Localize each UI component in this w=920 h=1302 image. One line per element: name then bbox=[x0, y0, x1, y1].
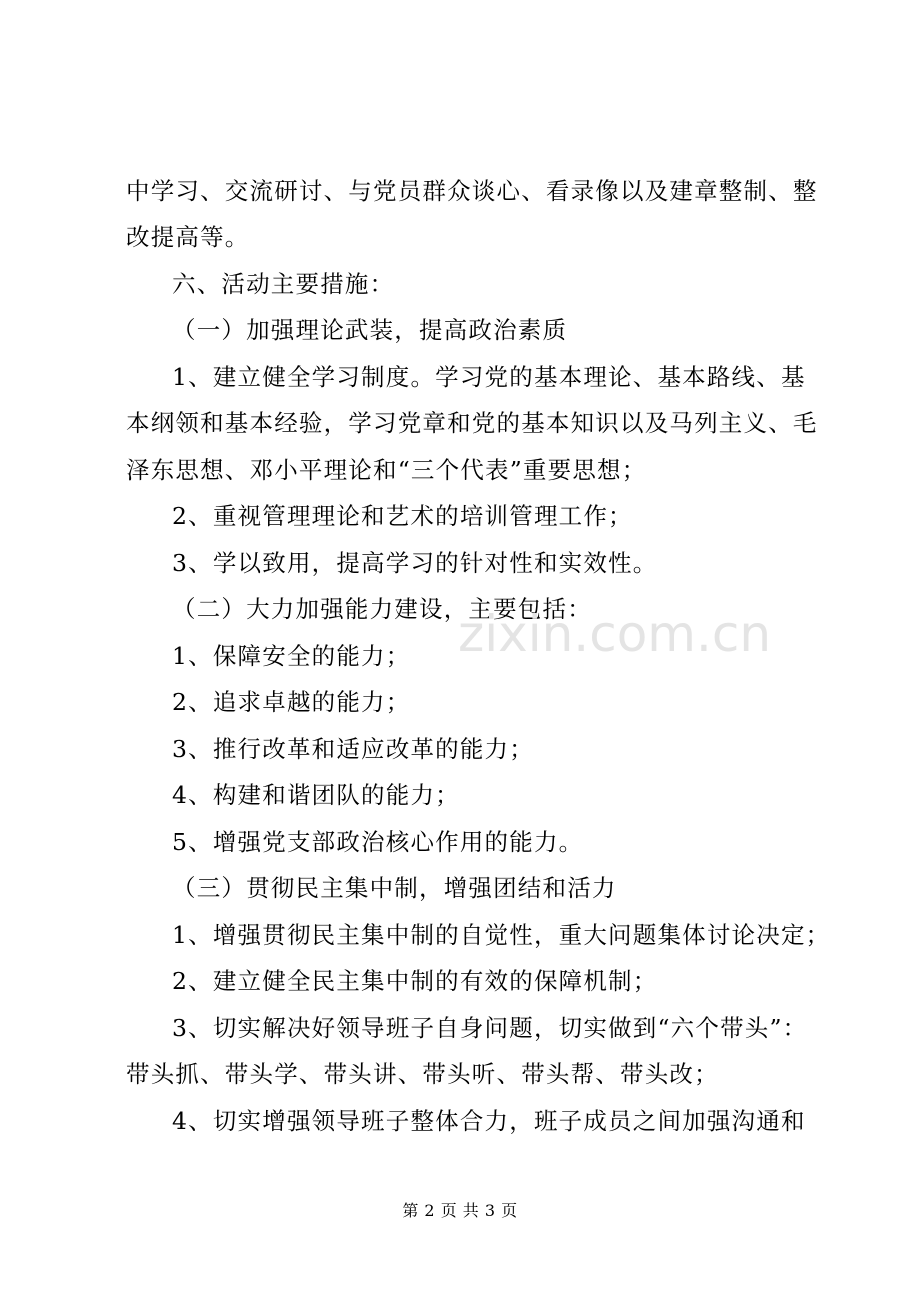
list-item: 2、追求卓越的能力； bbox=[172, 688, 411, 716]
subsection-heading: （二）大力加强能力建设，主要包括： bbox=[172, 595, 592, 623]
body-text-line: 本纲领和基本经验，学习党章和党的基本知识以及马列主义、毛 bbox=[126, 409, 818, 437]
page-footer: 第 2 页 共 3 页 bbox=[402, 1201, 518, 1220]
body-text-line: 带头抓、带头学、带头讲、带头听、带头帮、带头改； bbox=[126, 1060, 719, 1088]
body-text-line: 泽东思想、邓小平理论和“三个代表”重要思想； bbox=[126, 456, 647, 484]
watermark: zixin.com.cn bbox=[458, 605, 772, 663]
list-item: 1、建立健全学习制度。学习党的基本理论、基本路线、基 bbox=[172, 363, 806, 391]
subsection-heading: （一）加强理论武装，提高政治素质 bbox=[172, 316, 568, 344]
list-item: 5、增强党支部政治核心作用的能力。 bbox=[172, 828, 584, 856]
list-item: 1、保障安全的能力； bbox=[172, 642, 411, 670]
list-item: 4、切实增强领导班子整体合力，班子成员之间加强沟通和 bbox=[172, 1107, 806, 1135]
body-text-line: 中学习、交流研讨、与党员群众谈心、看录像以及建章整制、整 bbox=[126, 177, 818, 205]
list-item: 3、学以致用，提高学习的针对性和实效性。 bbox=[172, 549, 658, 577]
section-heading: 六、活动主要措施： bbox=[172, 270, 395, 298]
list-item: 2、建立健全民主集中制的有效的保障机制； bbox=[172, 967, 658, 995]
list-item: 2、重视管理理论和艺术的培训管理工作； bbox=[172, 502, 633, 530]
subsection-heading: （三）贯彻民主集中制，增强团结和活力 bbox=[172, 874, 617, 902]
list-item: 3、切实解决好领导班子自身问题，切实做到“六个带头”： bbox=[172, 1014, 808, 1042]
list-item: 1、增强贯彻民主集中制的自觉性，重大问题集体讨论决定； bbox=[172, 921, 831, 949]
list-item: 3、推行改革和适应改革的能力； bbox=[172, 735, 534, 763]
list-item: 4、构建和谐团队的能力； bbox=[172, 781, 460, 809]
body-text-line: 改提高等。 bbox=[126, 223, 250, 251]
